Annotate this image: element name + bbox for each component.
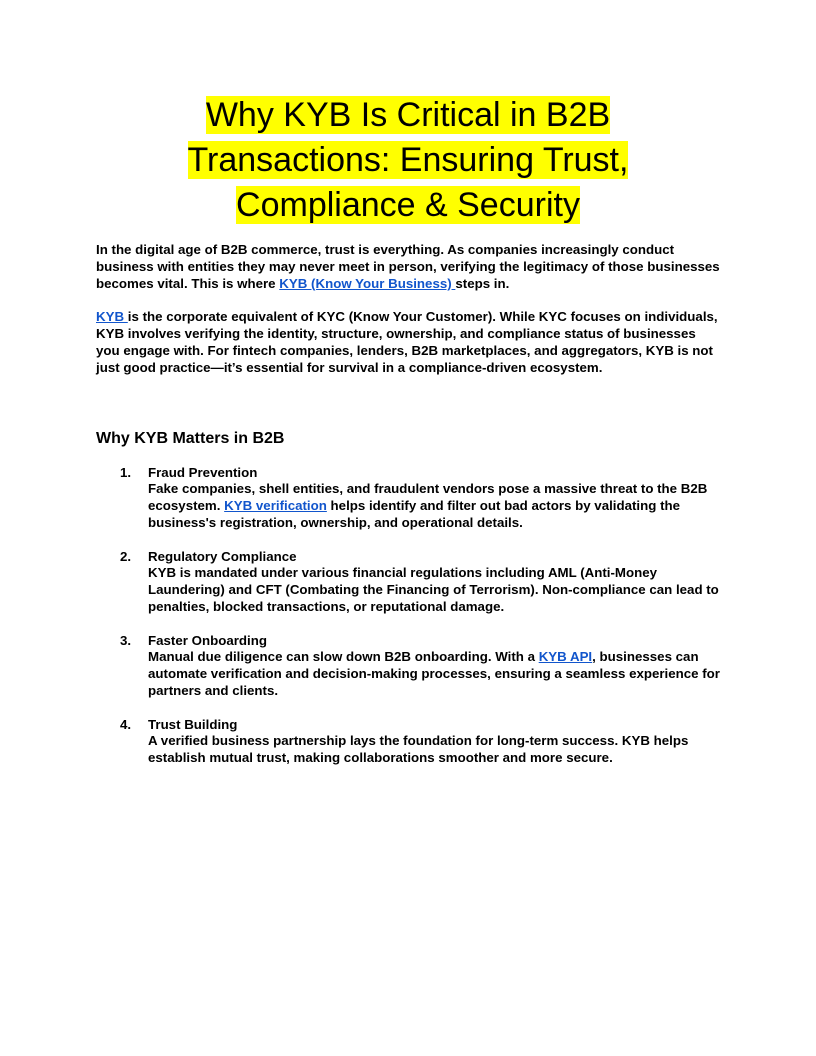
page-title <box>96 93 720 228</box>
list-item-text: KYB is mandated under various financial regulations including AML (Anti-Money Laundering) and CFT (Combating the Financing of Terrorism). Non-compliance can lead to penalties, blocked transactions, or reputational damage. <box>148 565 719 614</box>
list-item-number: 3. <box>120 632 132 648</box>
reasons-list <box>96 465 720 767</box>
list-item <box>96 717 720 767</box>
list-item-body <box>144 733 720 767</box>
section-heading: Why KYB Matters in B2B <box>96 429 285 447</box>
list-item-text-tail: , businesses can automate verification and decision-making processes, ensuring a seamless experience for partners and clients. <box>148 649 720 698</box>
title-line-3: Compliance & Security <box>236 186 580 224</box>
intro-paragraph-1 <box>96 242 720 292</box>
intro-p1-text: In the digital age of B2B commerce, trust is everything. As companies increasingly conduct business with entities they may never meet in person, verifying the legitimacy of those businesses becomes vital. This is where <box>96 242 720 291</box>
document-page <box>96 0 720 784</box>
list-item-title: Fraud Prevention <box>148 464 258 480</box>
list-item-text-tail: helps identify and filter out bad actors by validating the business's registration, ownership, and operational details. <box>148 498 681 530</box>
intro-p2-text: is the corporate equivalent of KYC (Know Your Customer). While KYC focuses on individuals, KYB involves verifying the identity, structure, ownership, and compliance status of businesses you engage with. For fintech companies, lenders, B2B marketplaces, and aggregators, KYB is not just good practice—it’s essential for survival in a compliance-driven ecosystem. <box>96 309 718 375</box>
list-item-body <box>144 481 720 531</box>
kyb-link[interactable]: KYB <box>96 309 128 325</box>
list-item <box>96 633 720 700</box>
list-item-number: 4. <box>120 716 132 732</box>
title-line-2: Transactions: Ensuring Trust, <box>187 141 629 179</box>
list-item-text: A verified business partnership lays the foundation for long-term success. KYB helps establish mutual trust, making collaborations smoother and more secure. <box>148 733 689 766</box>
list-item <box>96 549 720 616</box>
list-item <box>96 465 720 532</box>
list-item-text: Manual due diligence can slow down B2B onboarding. With a <box>148 649 539 665</box>
kyb-api-link[interactable]: KYB API <box>538 649 593 665</box>
list-item-title: Faster Onboarding <box>148 632 267 648</box>
title-line-1: Why KYB Is Critical in B2B <box>205 96 611 134</box>
intro-p1-tail: steps in. <box>455 275 510 291</box>
kyb-know-your-business-link[interactable]: KYB (Know Your Business) <box>279 275 456 291</box>
kyb-verification-link[interactable]: KYB verification <box>224 498 327 514</box>
list-item-body <box>144 649 720 699</box>
list-item-text: Fake companies, shell entities, and fraudulent vendors pose a massive threat to the B2B ecosystem. <box>148 481 708 514</box>
list-item-title: Regulatory Compliance <box>148 548 297 564</box>
list-item-number: 2. <box>120 548 132 564</box>
list-item-title: Trust Building <box>148 716 238 732</box>
list-item-body <box>144 565 720 615</box>
intro-paragraph-2 <box>96 309 720 376</box>
list-item-number: 1. <box>120 464 132 480</box>
